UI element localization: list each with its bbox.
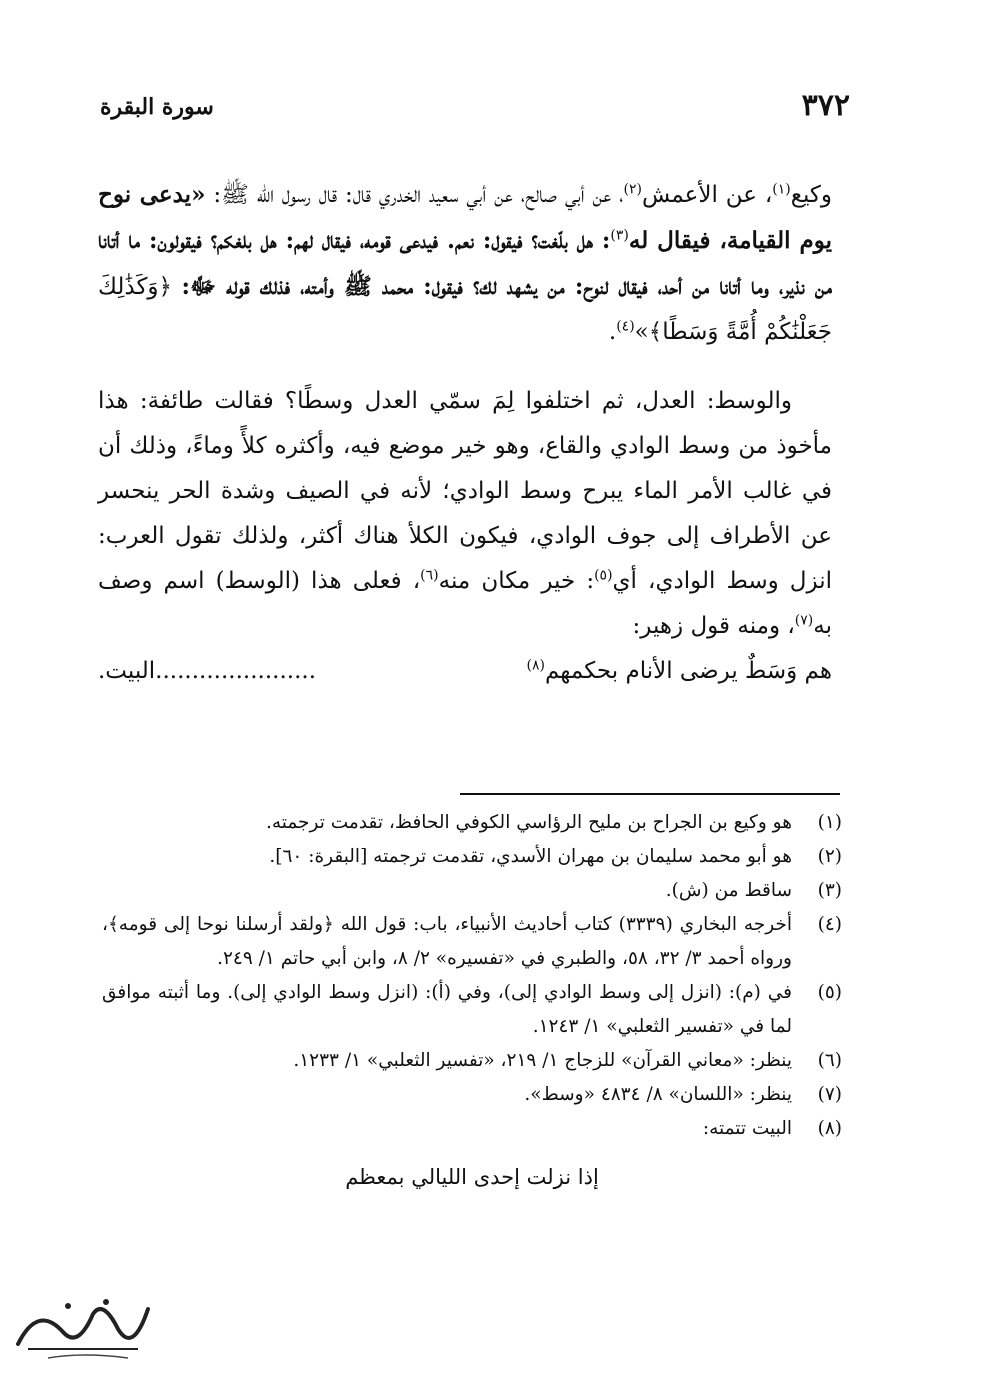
footnote-text: ساقط من (ش). [665, 880, 792, 901]
footnote-text: ينظر: «معاني القرآن» للزجاج ١/ ٢١٩، «تفسير الثعلبي» ١/ ١٢٣٣. [293, 1050, 792, 1071]
footnote-text: ينظر: «اللسان» ٨/ ٤٨٣٤ «وسط». [524, 1084, 792, 1105]
footnote-ref[interactable]: (٤) [616, 318, 635, 335]
body-text: والوسط: العدل، ثم اختلفوا لِمَ سمّي العدل وسطًا؟ فقالت طائفة: هذا مأخوذ من وسط الوادي والقاع، وهو خير موضع فيه، وأكثره كلأً وماءً، وذلك أن في غالب الأمر الماء يبرح وسط الوادي؛ لأنه في الصيف وشدة الحر ينحسر عن الأطراف إلى جوف الوادي، فيكون الكلأ هناك أكثر، ولذلك تقول العرب: انزل وسط الوادي، أي [98, 388, 832, 594]
paragraph-hadith [98, 172, 832, 355]
footnote-separator [460, 793, 840, 795]
body-text: ، عن أبي صالح، عن أبي سعيد الخدري قال: قال رسول الله ﷺ: [205, 182, 624, 208]
footnote-verse: إذا نزلت إحدى الليالي بمعظم [345, 1165, 599, 1189]
body-text: وكيع [790, 182, 832, 208]
footnote-item [102, 1044, 842, 1078]
body-text: ، عن الأعمش [642, 182, 773, 208]
footnote-text: أخرجه البخاري (٣٣٣٩) كتاب أحاديث الأنبياء، باب: قول الله ﴿ولقد أرسلنا نوحا إلى قومه﴾، ورواه أحمد ٣/ ٣٢، ٥٨، والطبري في «تفسيره» ٢/ ٨، وابن أبي حاتم ١/ ٢٤٩. [102, 914, 793, 969]
footnote-item [102, 874, 842, 908]
hadith-text: «يدعى نوح يوم القيامة، فيقال له [98, 181, 832, 254]
footnote-item [102, 840, 842, 874]
footnote-number: (٥) [817, 982, 842, 1003]
body-text: . [608, 319, 617, 345]
paragraph-explanation [98, 379, 832, 649]
publisher-logo [8, 1284, 158, 1364]
page-header [100, 88, 850, 128]
body-text: ﴿وَكَذَٰلِكَ جَعَلْنَٰكُمْ أُمَّةً وَسَطًا﴾» [98, 274, 832, 345]
footnote-number: (٤) [817, 914, 842, 935]
main-text [98, 172, 832, 694]
footnote-ref[interactable]: (٦) [420, 567, 439, 584]
hadith-text: : هل بلّغت؟ فيقول: نعم. فيدعى قومه، فيقال لهم: هل بلغكم؟ فيقولون: ما أتانا من نذير، وما أتانا من أحد، فيقال لنوح: من يشهد لك؟ فيقول: محمد ﷺ وأمته، فذلك قوله ﷻ: [98, 227, 832, 300]
body-text: ، ومنه قول زهير: [632, 613, 795, 639]
footnote-number: (٢) [817, 846, 842, 867]
footnote-text: البيت تتمته: [702, 1118, 792, 1139]
footnotes [102, 806, 842, 1194]
footnote-ref[interactable]: (٢) [623, 181, 642, 198]
footnote-item [102, 976, 842, 1044]
footnote-item [102, 1078, 842, 1112]
footnote-number: (٨) [817, 1118, 842, 1139]
footnote-text: هو أبو محمد سليمان بن مهران الأسدي، تقدمت ترجمته [البقرة: ٦٠]. [269, 846, 792, 867]
footnote-number: (٣) [817, 880, 842, 901]
running-title: سورة البقرة [100, 94, 214, 120]
footnote-item [102, 908, 842, 976]
footnote-ref[interactable]: (٥) [594, 567, 613, 584]
footnote-text: في (م): (انزل إلى وسط الوادي إلى)، وفي (أ): (انزل وسط الوادي إلى). وما أثبته موافق لما في «تفسير الثعلبي» ١/ ١٢٤٣. [102, 982, 792, 1037]
body-text: ، فعلى هذا (الوسط) اسم وصف به [98, 568, 832, 639]
body-text: : خير مكان منه [438, 568, 595, 594]
verse-second-hemistich: ......................البيت. [98, 658, 317, 684]
footnote-ref[interactable]: (٣) [610, 227, 629, 244]
footnote-ref[interactable]: (١) [772, 181, 791, 198]
poetry-line [98, 649, 832, 694]
footnote-number: (٧) [817, 1084, 842, 1105]
footnote-ref[interactable]: (٨) [526, 657, 545, 674]
footnote-item [102, 806, 842, 840]
verse-first-hemistich: هم وَسَطٌ يرضى الأنام بحكمهم$^{(٨)}$ [526, 657, 832, 684]
footnote-number: (٦) [817, 1050, 842, 1071]
footnote-item [102, 1112, 842, 1146]
page-number: ٣٧٢ [801, 88, 850, 123]
footnote-ref[interactable]: (٧) [794, 612, 814, 629]
footnote-number: (١) [817, 812, 842, 833]
footnote-text: هو وكيع بن الجراح بن مليح الرؤاسي الكوفي الحافظ، تقدمت ترجمته. [265, 812, 792, 833]
